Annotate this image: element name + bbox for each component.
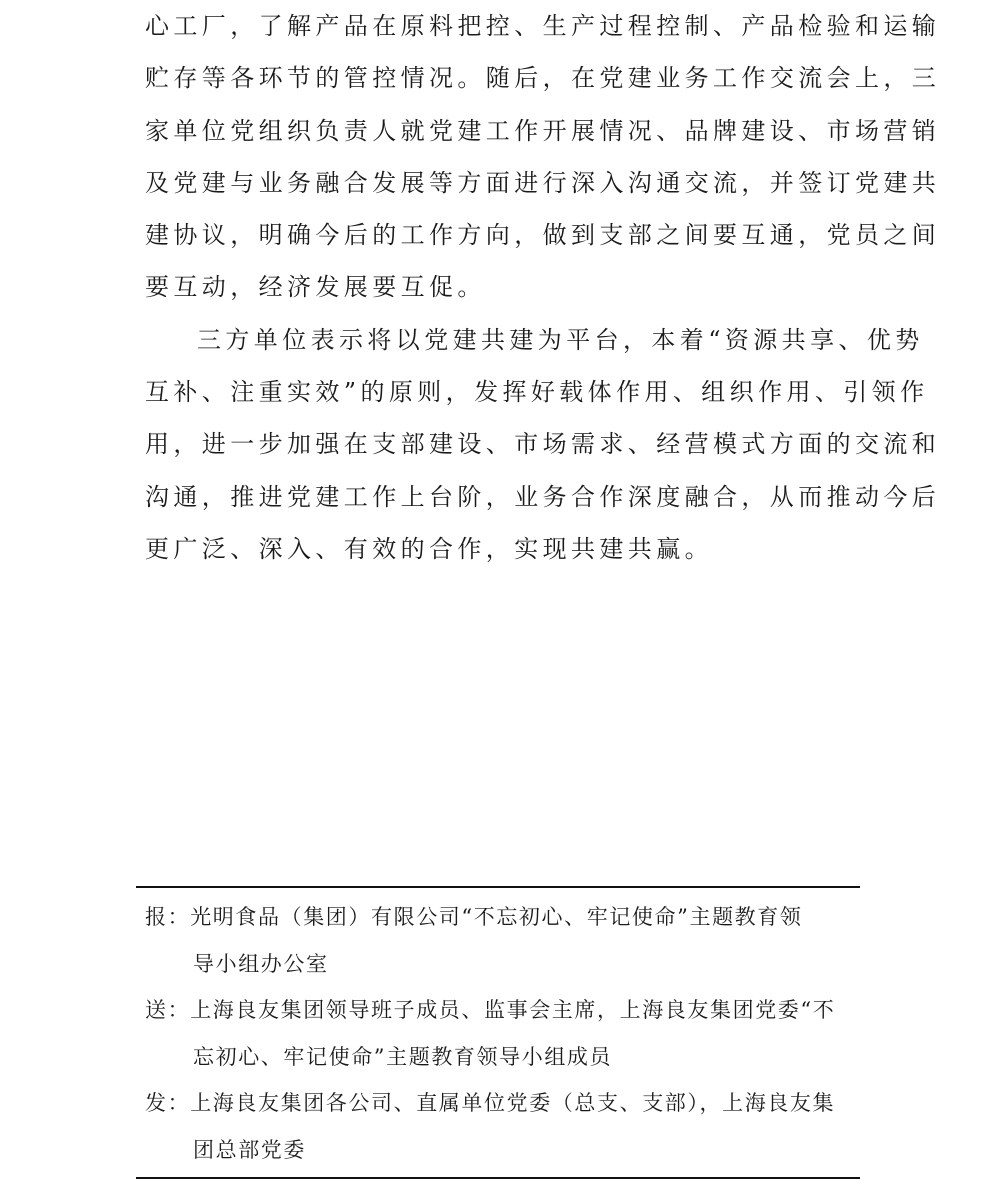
- issue-to-line: 团总部党委: [193, 1137, 306, 1162]
- issue-to-item: [136, 1080, 860, 1173]
- paragraph-line: 沟通，推进党建工作上台阶，业务合作深度融合，从而推动今后: [145, 482, 941, 511]
- report-to-line: 报：光明食品（集团）有限公司“不忘初心、牢记使命”主题教育领: [145, 905, 803, 929]
- paragraph-line: 更广泛、深入、有效的合作，实现共建共赢。: [145, 534, 713, 563]
- send-to-line: 送：上海良友集团领导班子成员、监事会主席，上海良友集团党委“不: [145, 998, 836, 1022]
- paragraph-line: 互补、注重实效”的原则，发挥好载体作用、组织作用、引领作: [145, 378, 929, 407]
- paragraph-line: 要互动，经济发展要互促。: [145, 273, 486, 302]
- paragraph-1: [145, 0, 941, 314]
- paragraph-line: 建协议，明确今后的工作方向，做到支部之间要互通，党员之间: [145, 221, 941, 250]
- paragraph-2: [145, 314, 941, 575]
- paragraph-line: 用，进一步加强在支部建设、市场需求、经营模式方面的交流和: [145, 430, 941, 459]
- bottom-divider: [136, 1177, 860, 1179]
- paragraph-line: 三方单位表示将以党建共建为平台，本着“资源共享、优势: [197, 325, 924, 354]
- paragraph-line: 家单位党组织负责人就党建工作开展情况、品牌建设、市场营销: [145, 116, 941, 145]
- paragraph-line: 心工厂，了解产品在原料把控、生产过程控制、产品检验和运输: [145, 12, 941, 40]
- paragraph-line: 及党建与业务融合发展等方面进行深入沟通交流，并签订党建共: [145, 168, 941, 197]
- body-text: [145, 0, 941, 575]
- send-to-line: 忘初心、牢记使命”主题教育领导小组成员: [193, 1044, 613, 1069]
- distribution-block: [136, 886, 860, 1179]
- report-to-item: [136, 894, 860, 987]
- send-to-item: [136, 987, 860, 1080]
- report-to-line: 导小组办公室: [193, 951, 329, 976]
- paragraph-line: 贮存等各环节的管控情况。随后，在党建业务工作交流会上，三: [145, 64, 941, 93]
- issue-to-line: 发：上海良友集团各公司、直属单位党委（总支、支部），上海良友集: [145, 1091, 836, 1115]
